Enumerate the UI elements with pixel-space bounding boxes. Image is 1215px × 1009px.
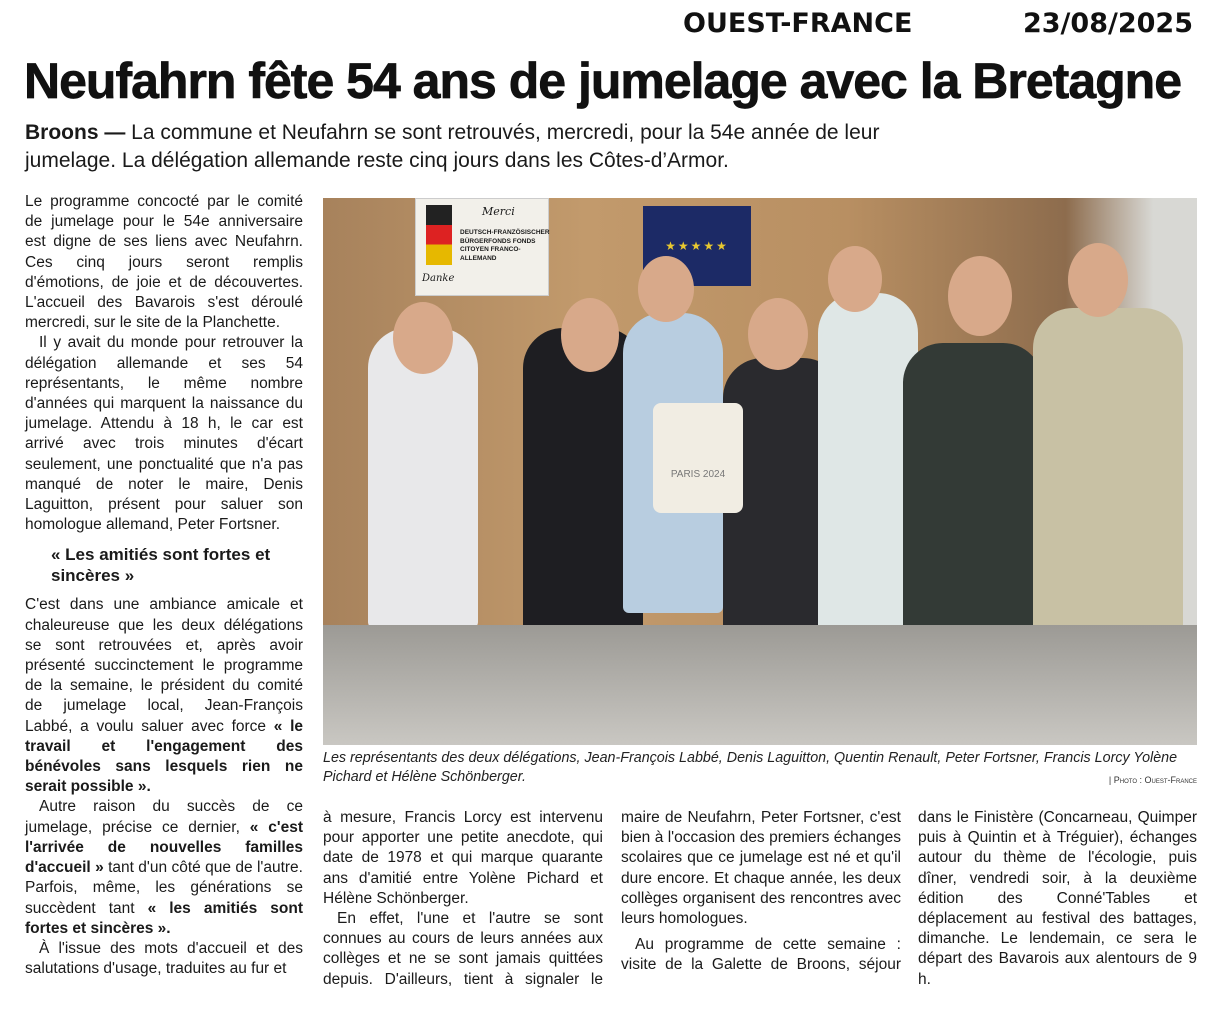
paragraph: Au programme de cette semaine : visite de la Galette de Broons, séjour — [621, 936, 901, 974]
flag-icon — [426, 205, 452, 265]
paragraph — [25, 595, 303, 797]
column-2 — [323, 808, 603, 990]
person-head — [1068, 243, 1128, 317]
person-head — [748, 298, 808, 370]
paragraph — [25, 797, 303, 938]
subheading: « Les amitiés sont fortes et sincères » — [51, 545, 271, 586]
paragraph: Il y avait du monde pour retrouver la délégation allemande et ses 54 représentants, le même nombre d'années qui marquent la naissance du jumelage. Attendu à 18 h, le car est arrivé avec trois minutes d'écart seulement, une ponctualité que n'a pas manqué de noter le maire, Denis Laguitton, présent pour saluer son homologue allemand, Peter Fortsner. — [25, 334, 303, 534]
paragraph: Le programme concocté par le comité de jumelage pour le 54e anniversaire est digne de ses liens avec Neufahrn. Ces cinq jours seront remplis d'émotions, de joie et de découvertes. L'accueil des Bavarois s'est déroulé mercredi, sur le site de la Planchette. — [25, 193, 303, 332]
column-4 — [918, 808, 1197, 990]
person-head — [828, 246, 882, 312]
dateline: Broons — — [25, 121, 126, 144]
floor — [323, 625, 1197, 745]
paragraph: En effet, l'une et l'autre se sont connues au cours de leurs années aux collèges et ne se sont jamais quittées depuis. D'ailleurs, tient à signaler le — [323, 910, 603, 988]
banner-merci: Merci — [482, 205, 515, 218]
photo-caption: Les représentants des deux délégations, Jean-François Labbé, Denis Laguitton, Quentin Renault, Peter Fortsner, Francis Lorcy Yolène Pichard et Hélène Schönberger. — [323, 750, 1178, 785]
banner-danke: Danke — [422, 273, 455, 284]
quote: « le travail et l'engagement des bénévoles sans lesquels rien ne serait possible ». — [25, 717, 304, 796]
column-3 — [621, 808, 901, 976]
article-title: Neufahrn fête 54 ans de jumelage avec la Bretagne — [24, 53, 1182, 109]
quote: « les amitiés sont fortes et sincères ». — [25, 899, 304, 937]
person-head — [393, 302, 453, 374]
photo-credit: | Photo : Ouest-France — [1108, 775, 1197, 785]
person-head — [948, 256, 1012, 336]
text: C'est dans une ambiance amicale et chaleureuse que les deux délégations se sont retrouvées et, après avoir présenté succinctement le programme de la semaine, le président du comité de jumelage local, Jean-François Labbé, a voulu saluer avec force — [25, 596, 303, 735]
quote: « c'est l'arrivée de nouvelles familles d'accueil » — [25, 818, 303, 877]
newspaper-name: OUEST-FRANCE — [683, 8, 913, 39]
banner-text: DEUTSCH-FRANZÖSISCHER BÜRGERFONDS FONDS CITOYEN FRANCO-ALLEMAND — [460, 229, 550, 262]
person-head — [561, 298, 619, 372]
paragraph: À l'issue des mots d'accueil et des salutations d'usage, traduites au fur et — [25, 939, 303, 978]
person-head — [638, 256, 694, 322]
paragraph: dans le Finistère (Concarneau, Quimper puis à Quintin et à Tréguier), échanges autour du thème de l'écologie, puis dîner, vendredi soir, à la deuxième édition des Conné'Tables et déplacement au festival des battages, dimanche. Le lendemain, ce sera le départ des Bavarois aux alentours de 9 h. — [918, 809, 1197, 988]
twinning-banner — [415, 198, 549, 296]
text: Autre raison du succès de ce jumelage, précise ce dernier, — [25, 798, 303, 836]
text: tant d'un côté que de l'autre. Parfois, même, les générations se succèdent tant — [25, 859, 303, 917]
publication-date: 23/08/2025 — [1022, 8, 1193, 39]
lede-text: La commune et Neufahrn se sont retrouvés, mercredi, pour la 54e année de leur jumelage. La délégation allemande reste cinq jours dans les Côtes-d’Armor. — [25, 121, 880, 172]
paris-2024-bag: PARIS 2024 — [653, 403, 743, 513]
paragraph: maire de Neufahrn, Peter Fortsner, c'est bien à l'occasion des premiers échanges scolaires que ce jumelage est né et qu'il dure encore. Et chaque année, les deux collèges organisent des rencontres avec leurs homologues. — [621, 809, 901, 928]
article-lede — [25, 119, 925, 175]
eu-flag-icon: ★★★★★ — [643, 206, 751, 286]
paragraph: à mesure, Francis Lorcy est intervenu pour apporter une petite anecdote, qui date de 1978 et qui marque quarante ans d'amitié entre Yolène Pichard et Hélène Schönberger. — [323, 809, 603, 907]
column-1 — [25, 192, 303, 979]
article-photo — [323, 198, 1197, 745]
